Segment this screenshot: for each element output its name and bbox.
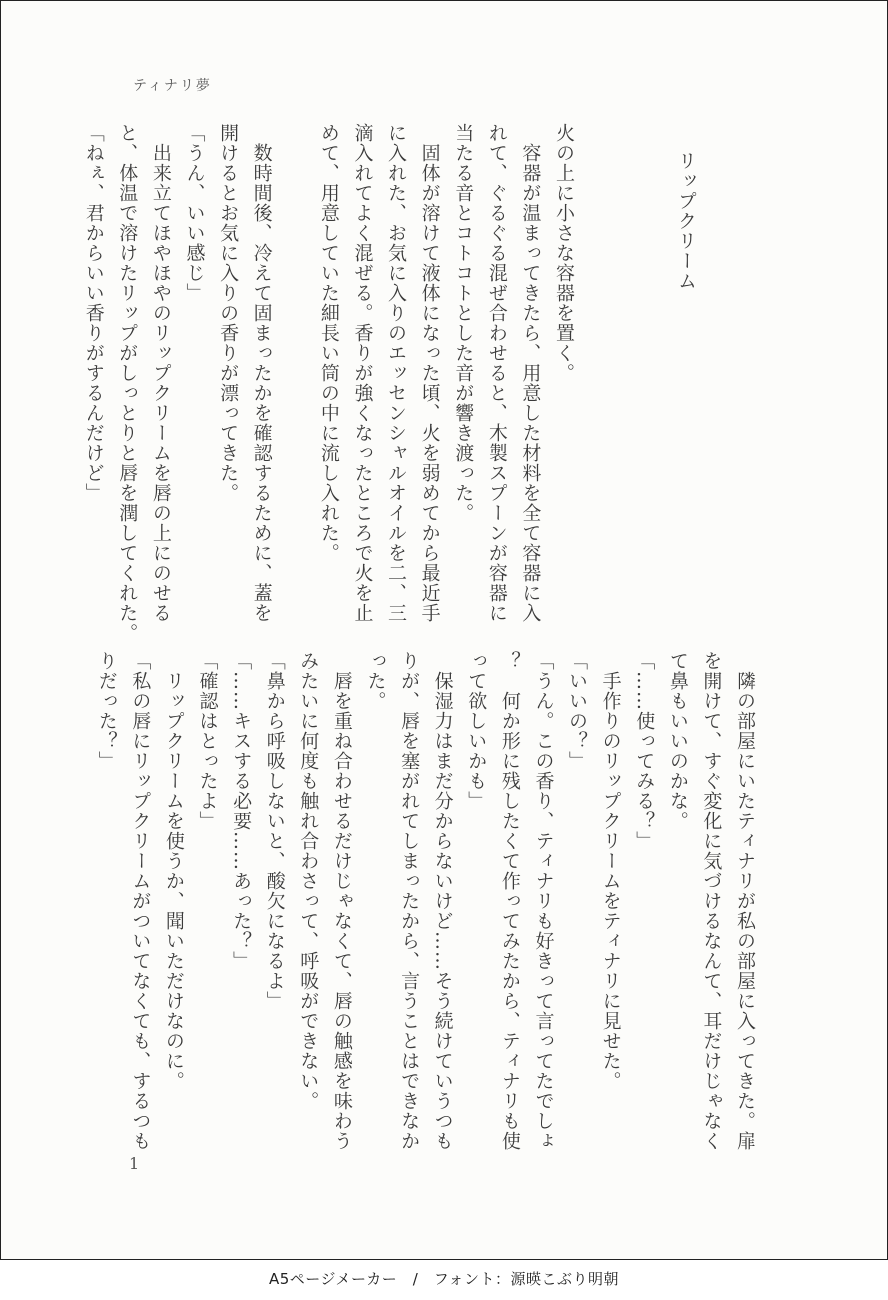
story-title: リップクリーム bbox=[675, 151, 697, 291]
page-number: 1 bbox=[129, 1154, 140, 1173]
footer-credit: A5ページメーカー / フォント：源暎こぶり明朝 bbox=[268, 1270, 620, 1288]
running-title: ティナリ夢 bbox=[133, 78, 212, 94]
body-text-upper: 火の上に小さな容器を置く。 容器が温まってきたら、用意した材料を全て容器に入 れて、ぐるぐる混ぜ合わせると、木製スプーンが容器に 当たる音とコトコトとした音が響き渡った。 固体が溶けて液体になった頃、火を弱めてから最近手 に入れた、お気に入りのエッセンシャルオイルを二、三 滴入れてよく混ぜる。香りが強くなったところで火を止 めて、用意していた細長い筒の中に流し入れた。 数時間後、冷えて固まったかを確認するために、蓋を 開けるとお気に入りの香りが漂ってきた。 「うん、いい感じ」 出来立てほやほやのリップクリームを唇の上にのせる と、体温で溶けたリップがしっとりと唇を潤してくれた。 「ねぇ、君からいい香りがするんだけど」 bbox=[82, 123, 575, 643]
body-text-lower: 隣の部屋にいたティナリが私の部屋に入ってきた。扉 を開けて、すぐ変化に気づけるなんて、耳だけじゃなく て鼻もいいのかな。 「……使ってみる？」 手作りのリップクリームをティナリに見せた。 「いいの？」 「うん。この香り、ティナリも好きって言ってたでしょ ？ 何か形に残したくて作ってみたから、ティナリも使 って欲しいかも」 保湿力はまだ分からないけど……そう続けていうつも りが、唇を塞がれてしまったから、言うことはできなか った。 唇を重ね合わせるだけじゃなくて、唇の触感を味わう みたいに何度も触れ合わさって、呼吸ができない。 「鼻から呼吸しないと、酸欠になるよ」 「……キスする必要……あった？」 「確認はとったよ」 リップクリームを使うか、聞いただけなのに。 「私の唇にリップクリームがついてなくても、するつも りだった？」 bbox=[95, 651, 756, 1151]
